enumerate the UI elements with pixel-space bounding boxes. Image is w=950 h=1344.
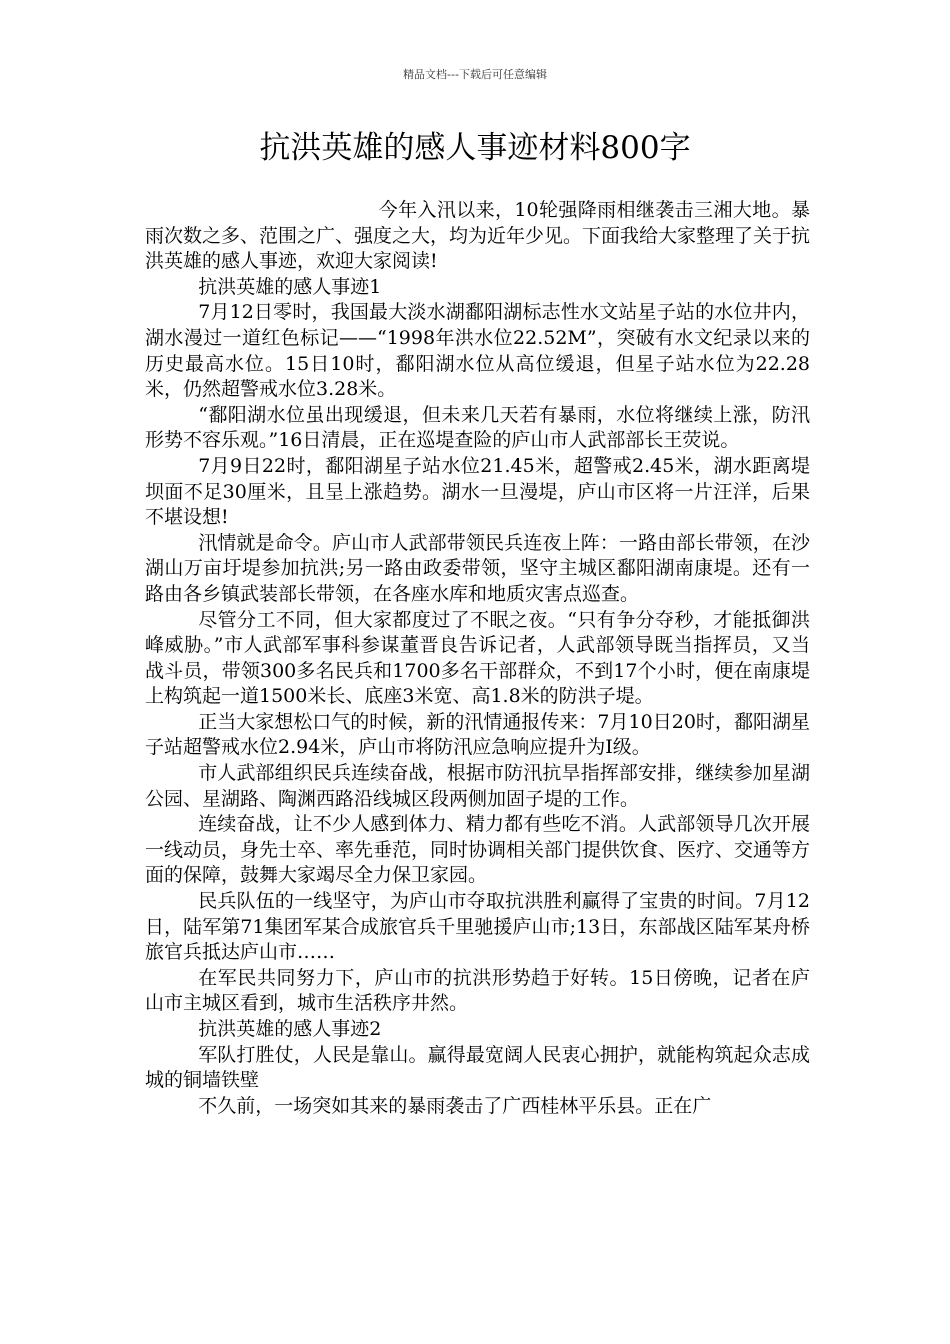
body-paragraph: 市人武部组织民兵连续奋战，根据市防汛抗旱指挥部安排，继续参加星湖公园、星湖路、陶渊西路沿线城区段两侧加固子堤的工作。 <box>145 762 810 810</box>
body-paragraph: 不久前，一场突如其来的暴雨袭击了广西桂林平乐县。正在广 <box>198 1094 712 1117</box>
body-paragraph: 军队打胜仗，人民是靠山。赢得最宽阔人民衷心拥护，就能构筑起众志成城的铜墙铁壁 <box>145 1043 810 1092</box>
section-heading-2: 抗洪英雄的感人事迹2 <box>198 1018 382 1040</box>
body-paragraph: 正当大家想松口气的时候，新的汛情通报传来：7月10日20时，鄱阳湖星子站超警戒水位2.94米，庐山市将防汛应急响应提升为Ⅰ级。 <box>145 710 810 759</box>
body-paragraph: 连续奋战，让不少人感到体力、精力都有些吃不消。人武部领导几次开展一线动员，身先士卒、率先垂范，同时协调相关部门提供饮食、医疗、交通等方面的保障，鼓舞大家竭尽全力保卫家园。 <box>145 813 811 887</box>
body-paragraph: 7月9日22时，鄱阳湖星子站水位21.45米，超警戒2.45米，湖水距离堤坝面不足30厘米，且呈上涨趋势。湖水一旦漫堤，庐山市区将一片汪洋，后果不堪设想! <box>145 454 810 529</box>
intro-paragraph: 今年入汛以来，10轮强降雨相继袭击三湘大地。暴雨次数之多、范围之广、强度之大，均为近年少见。下面我给大家整理了关于抗洪英雄的感人事迹，欢迎大家阅读! <box>145 199 811 273</box>
section-heading-1: 抗洪英雄的感人事迹1 <box>198 275 382 298</box>
header-note: 精品文档---下载后可任意编辑 <box>403 68 547 81</box>
body-paragraph: 汛情就是命令。庐山市人武部带领民兵连夜上阵：一路由部长带领，在沙湖山万亩圩堤参加抗洪;另一路由政委带领，坚守主城区鄱阳湖南康堤。还有一路由各乡镇武装部长带领，在各座水库和地质灾害点巡查。 <box>145 531 810 605</box>
body-paragraph: 7月12日零时，我国最大淡水湖鄱阳湖标志性水文站星子站的水位井内，湖水漫过一道红色标记——“1998年洪水位22.52M”，突破有水文纪录以来的历史最高水位。15日10时，鄱阳湖水位从高位缓退，但星子站水位为22.28米，仍然超警戒水位3.28米。 <box>145 301 810 401</box>
body-paragraph: “鄱阳湖水位虽出现缓退，但未来几天若有暴雨，水位将继续上涨，防汛形势不容乐观。”16日清晨，正在巡堤查险的庐山市人武部部长王荧说。 <box>145 403 810 452</box>
body-paragraph: 民兵队伍的一线坚守，为庐山市夺取抗洪胜利赢得了宝贵的时间。7月12日，陆军第71集团军某合成旅官兵千里驰援庐山市;13日，东部战区陆军某舟桥旅官兵抵达庐山市…… <box>145 890 810 964</box>
body-paragraph: 尽管分工不同，但大家都度过了不眠之夜。“只有争分夺秒，才能抵御洪峰威胁。”市人武部军事科参谋董晋良告诉记者，人武部领导既当指挥员，又当战斗员，带领300多名民兵和1700多名干部群众，不到17个小时，便在南康堤上构筑起一道1500米长、底座3米宽、高1.8米的防洪子堤。 <box>145 608 810 708</box>
document-body <box>145 198 810 1119</box>
body-paragraph: 在军民共同努力下，庐山市的抗洪形势趋于好转。15日傍晚，记者在庐山市主城区看到，城市生活秩序井然。 <box>145 966 810 1015</box>
document-title: 抗洪英雄的感人事迹材料800字 <box>259 130 691 166</box>
